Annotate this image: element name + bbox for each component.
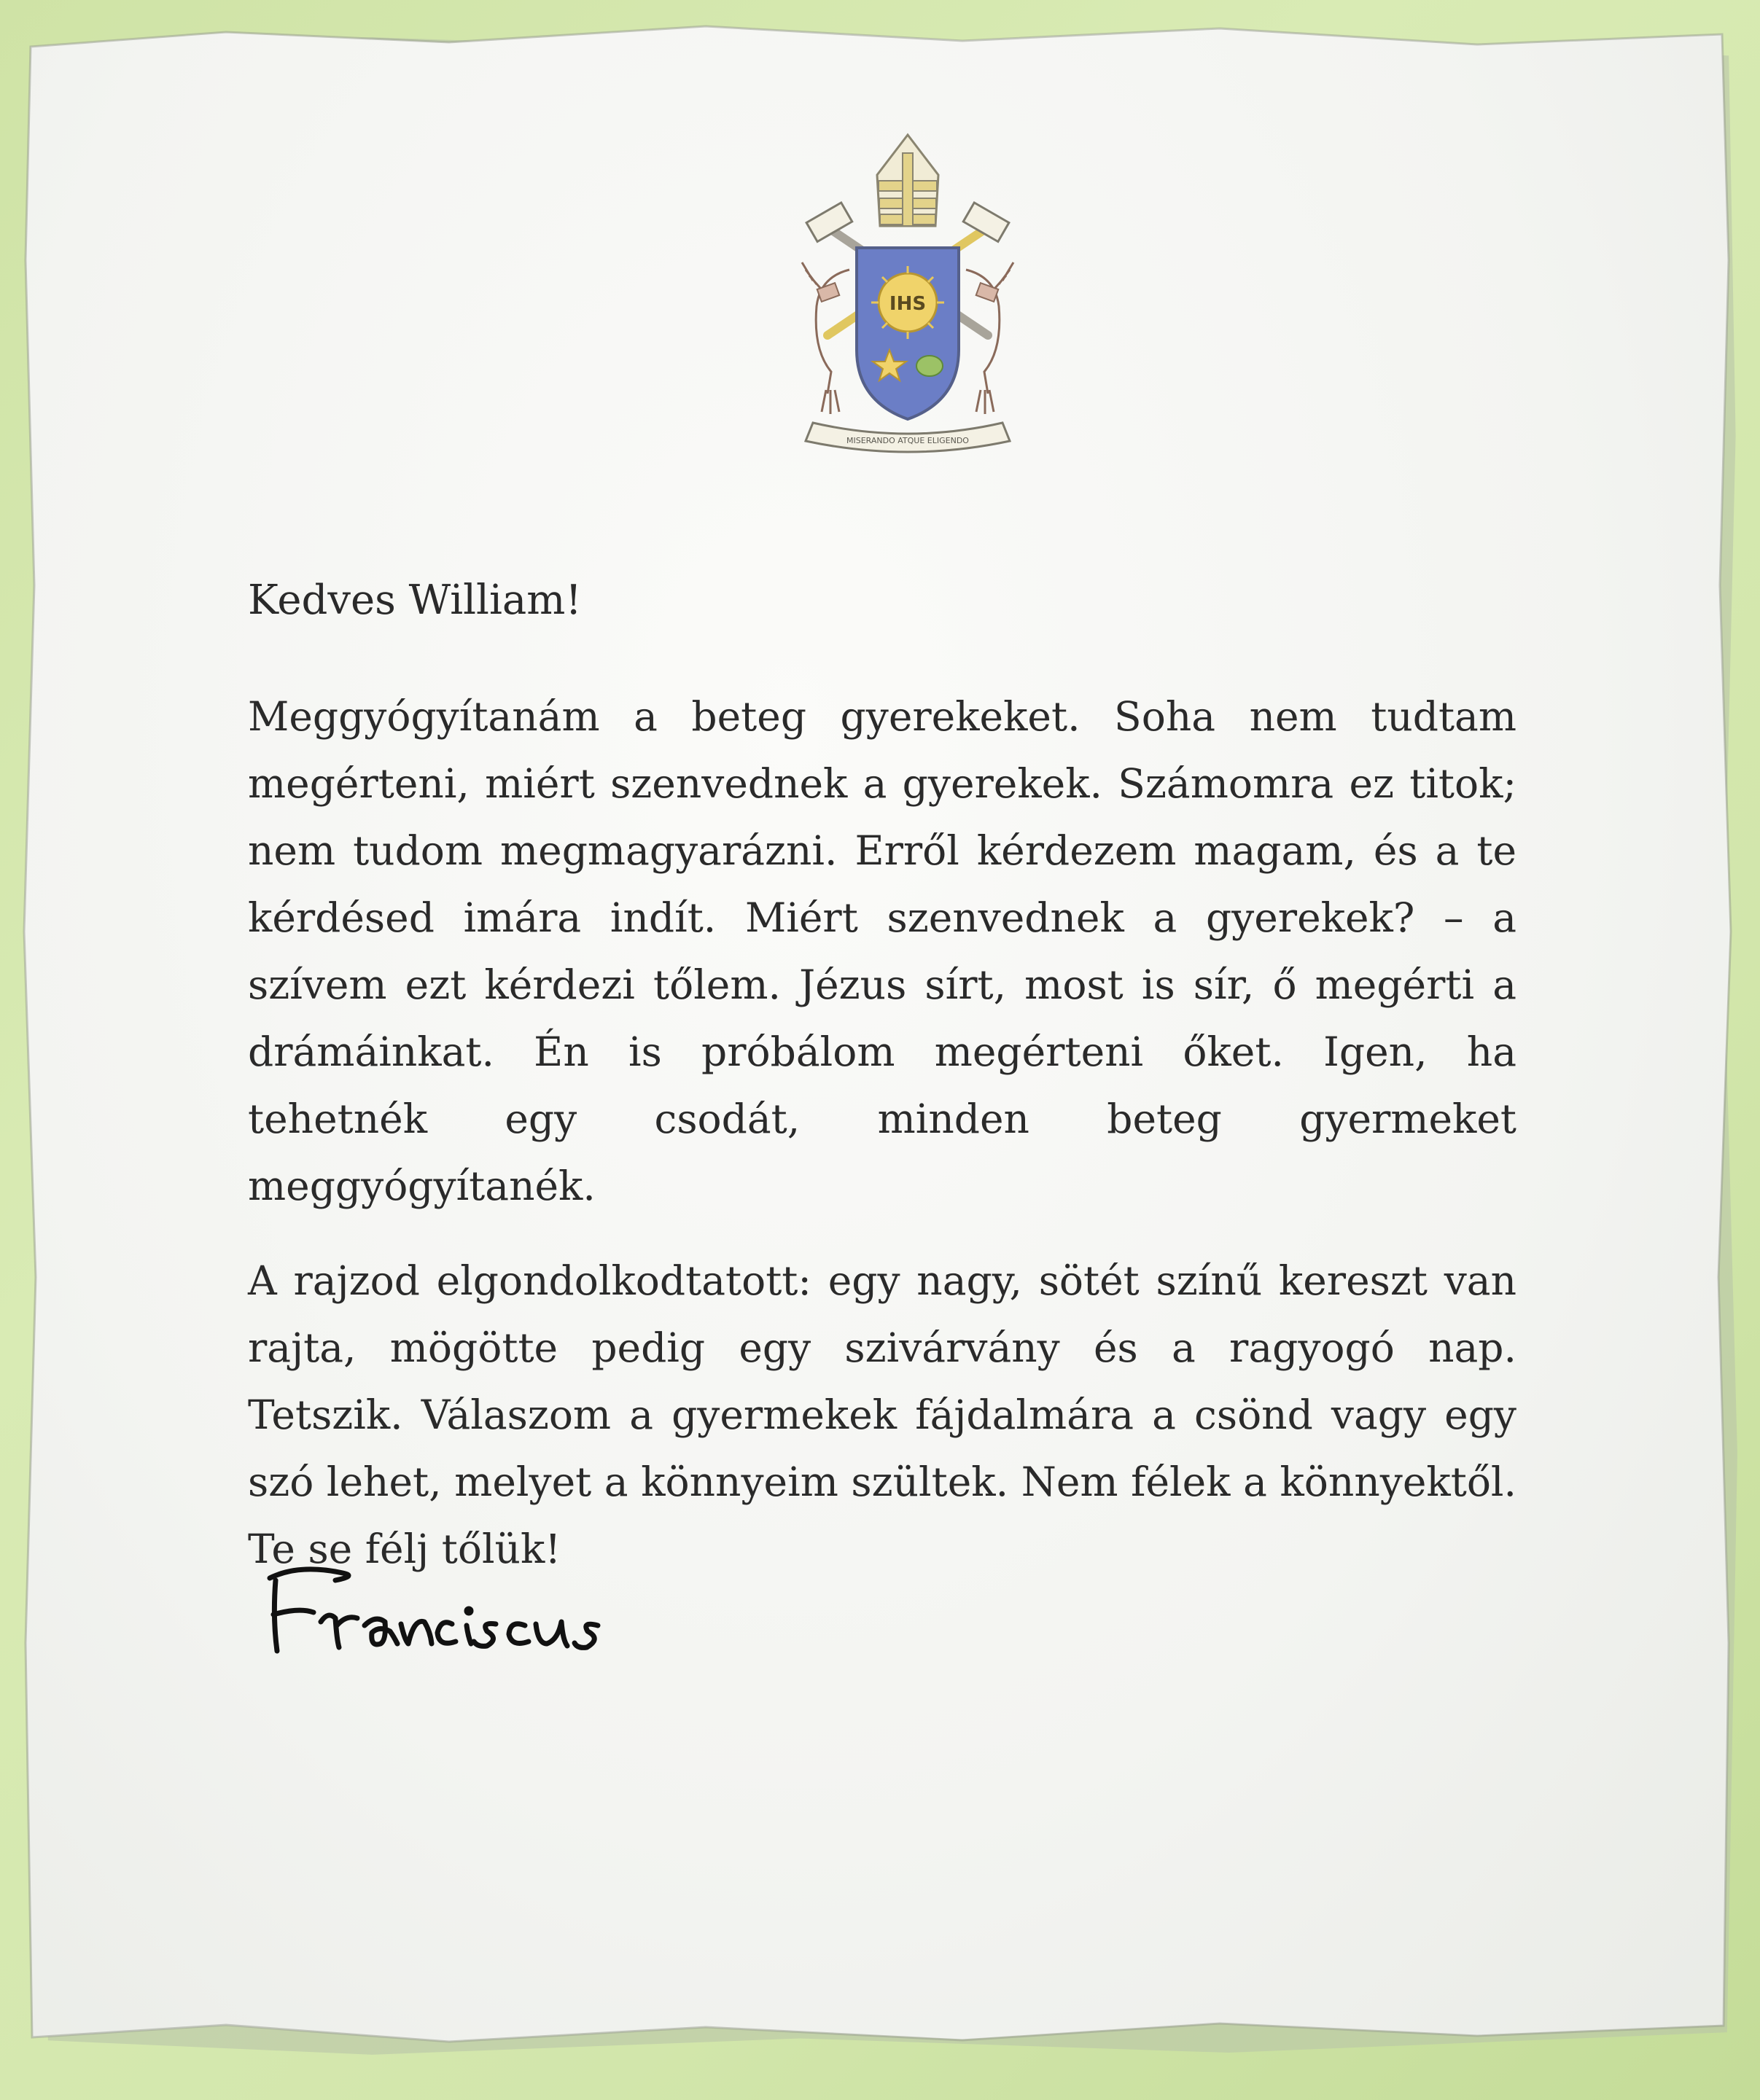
mitre-icon xyxy=(877,135,938,226)
papal-coat-of-arms-icon xyxy=(798,131,1017,459)
letter-paragraph-2: A rajzod elgondolkodtatott: egy nagy, sötét színű kereszt van rajta, mögötte pedig egy szivárvány és a ragyogó nap. Tetszik. Válaszom a gyermekek fájdalmára a csönd vagy egy szó lehet, melyet a könnyeim szültek. Nem félek a könnyektől. Te se félj tőlük! xyxy=(248,1257,1516,1573)
motto-ribbon-icon xyxy=(806,423,1010,452)
letter-paragraph-1: Meggyógyítanám a beteg gyerekeket. Soha nem tudtam megérteni, miért szenvednek a gyerekek. Számomra ez titok; nem tudom megmagyarázni. Erről kérdezem magam, és a te kérdésed imára indít. Miért szenvednek a gyerekek? – a szívem ezt kérdezi tőlem. Jézus sírt, most is sír, ő megérti a drámáinkat. Én is próbálom megérteni őket. Igen, ha tehetnék egy csodát, minden beteg gyermeket meggyógyítanék. xyxy=(248,693,1516,1210)
letter-body xyxy=(248,576,1516,1610)
letter-greeting: Kedves William! xyxy=(248,577,582,624)
shield-icon xyxy=(857,248,959,419)
ihs-emblem-text: IHS xyxy=(889,293,927,315)
motto-text: MISERANDO ATQUE ELIGENDO xyxy=(846,436,969,445)
handwritten-signature-icon xyxy=(255,1545,722,1677)
